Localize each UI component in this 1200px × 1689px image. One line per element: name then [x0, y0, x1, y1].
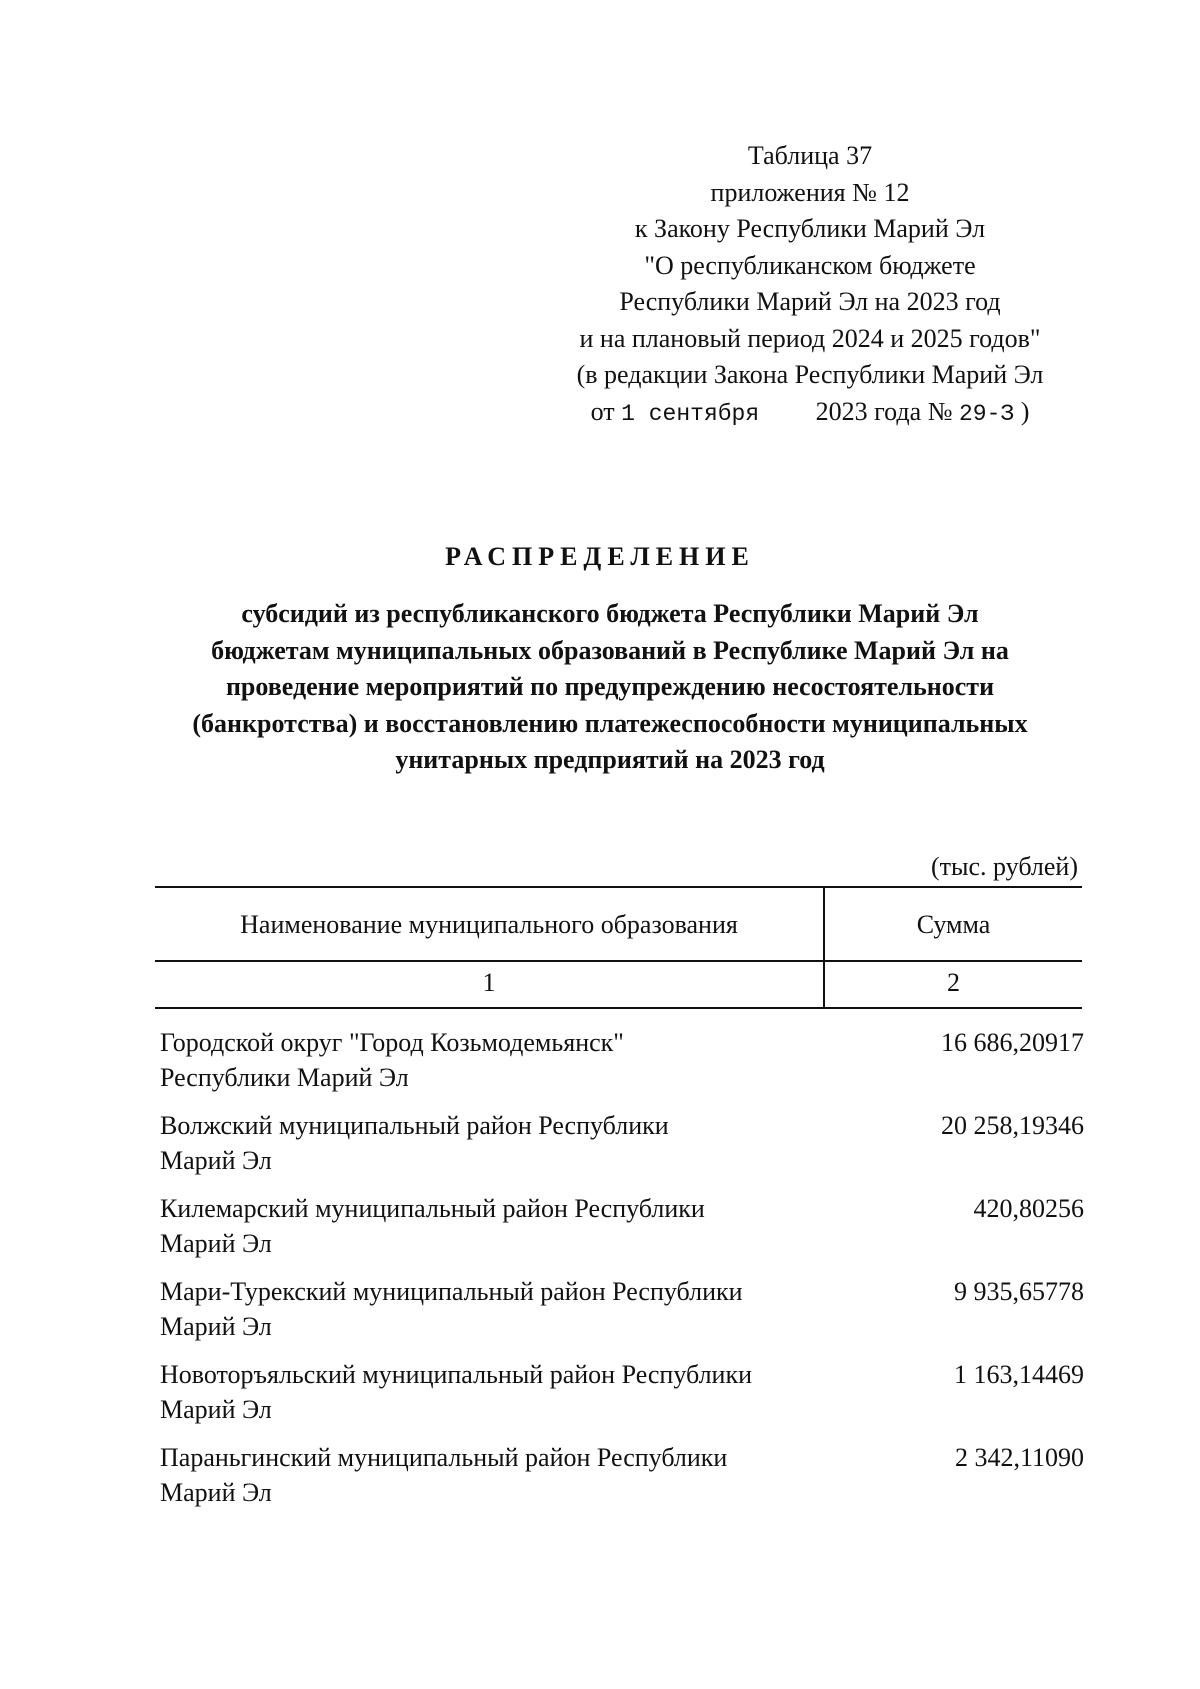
table-row: [160, 1191, 1084, 1274]
subtitle-line: (банкротства) и восстановлению платежеспособности муниципальных: [192, 708, 1028, 738]
column-header-sum: Сумма: [916, 910, 991, 939]
table-row: [160, 1440, 1084, 1523]
subtitle-line: бюджетам муниципальных образований в Республике Марий Эл на: [211, 635, 1009, 665]
subtitle-line: унитарных предприятий на 2023 год: [395, 745, 825, 774]
subtitle-line: субсидий из республиканского бюджета Республики Марий Эл: [241, 599, 979, 628]
column-header-name: Наименование муниципального образования: [240, 910, 738, 939]
subsidy-amount: 9 935,65778: [954, 1277, 1084, 1306]
unit-note: (тыс. рублей): [930, 852, 1078, 881]
municipality-name: Параньгинский муниципальный район Республики Марий Эл: [160, 1443, 728, 1507]
column-number-1: 1: [482, 968, 496, 997]
subtitle-line: проведение мероприятий по предупреждению несостоятельности: [225, 672, 995, 701]
header-date-line: [540, 394, 1080, 433]
table-body: [160, 1025, 1084, 1523]
date-day-month: 1 сентября: [621, 400, 760, 427]
header-line: приложения № 12: [710, 177, 910, 207]
subsidy-amount: 1 163,14469: [954, 1360, 1084, 1389]
subsidy-amount: 2 342,11090: [954, 1443, 1084, 1472]
date-prefix: от: [590, 396, 615, 426]
law-number: 29-З: [959, 400, 1015, 427]
subsidy-amount: 420,80256: [973, 1194, 1084, 1223]
municipality-name: Новоторъяльский муниципальный район Республики Марий Эл: [160, 1360, 753, 1424]
subsidy-amount: 20 258,19346: [941, 1111, 1084, 1140]
date-year: 2023 года №: [815, 396, 953, 426]
header-line: к Закону Республики Марий Эл: [634, 214, 986, 243]
table-numbers-rule: [155, 1007, 1082, 1009]
municipality-name: Килемарский муниципальный район Республики Марий Эл: [160, 1194, 705, 1258]
table-row: [160, 1274, 1084, 1357]
header-line: Таблица 37: [747, 141, 873, 170]
table-row: [160, 1357, 1084, 1440]
document-subtitle: [140, 596, 1080, 779]
header-line: и на плановый период 2024 и 2025 годов": [579, 323, 1041, 353]
document-title: РАСПРЕДЕЛЕНИЕ: [445, 542, 755, 571]
table-header-rule: [155, 960, 1082, 962]
header-line: "О республиканском бюджете: [644, 250, 976, 280]
law-reference-header: [540, 138, 1080, 432]
date-suffix: ): [1020, 396, 1030, 426]
header-line: (в редакции Закона Республики Марий Эл: [576, 360, 1044, 389]
header-line: Республики Марий Эл на 2023 год: [619, 287, 1001, 316]
column-number-2: 2: [947, 968, 960, 997]
subsidy-amount: 16 686,20917: [941, 1028, 1084, 1057]
table-top-rule: [155, 886, 1082, 888]
municipality-name: Мари-Турекский муниципальный район Республики Марий Эл: [160, 1277, 743, 1341]
table-row: [160, 1108, 1084, 1191]
table-row: [160, 1025, 1084, 1108]
municipality-name: Городской округ "Город Козьмодемьянск" Республики Марий Эл: [160, 1028, 624, 1092]
municipality-name: Волжский муниципальный район Республики Марий Эл: [160, 1111, 669, 1175]
